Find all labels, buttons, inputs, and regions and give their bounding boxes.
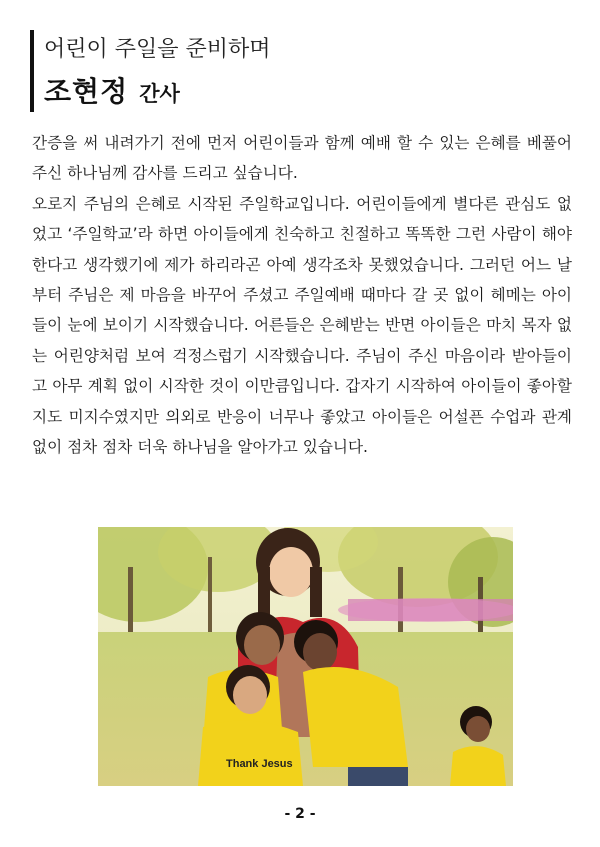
- photo-illustration: [98, 527, 513, 786]
- article-body: [32, 128, 572, 462]
- shirt-text: Thank Jesus: [226, 758, 293, 770]
- page-number: - 2 -: [284, 806, 316, 822]
- header-accent-bar: [30, 30, 34, 112]
- children-photo: [98, 527, 513, 786]
- author-role: 간사: [139, 82, 180, 106]
- article-header: [30, 28, 570, 112]
- article-subtitle: 어린이 주일을 준비하며: [44, 37, 271, 62]
- author-name: 조현정: [44, 75, 129, 108]
- body-paragraph: 간증을 써 내려가기 전에 먼저 어린이들과 함께 예배 할 수 있는 은혜를 베풀어주신 하나님께 감사를 드리고 싶습니다.: [32, 134, 572, 183]
- author-line: [44, 70, 180, 110]
- body-paragraph: 오로지 주님의 은혜로 시작된 주일학교입니다. 어린이들에게 별다른 관심도 없었고 ‘주일학교’라 하면 아이들에게 친숙하고 친절하고 똑똑한 그런 사람이 해야 한다고 생각했기에 제가 하리라곤 아예 생각조차 못했었습니다. 그러던 어느 날부터 주님은 제 마음을 바꾸어 주셨고 주일예배 때마다 갈 곳 없이 헤메는 아이들이 눈에 보이기 시작했습니다. 어른들은 은혜받는 반면 아이들은 마치 목자 없는 어린양처럼 보여 걱정스럽기 시작했습니다. 주님이 주신 마음이라 받아들이고 아무 계획 없이 시작한 것이 이만큼입니다. 갑자기 시작하여 아이들이 좋아할지도 미지수였지만 의외로 반응이 너무나 좋았고 아이들은 어설픈 수업과 관계없이 점차 점차 더욱 하나님을 알아가고 있습니다.: [32, 194, 572, 457]
